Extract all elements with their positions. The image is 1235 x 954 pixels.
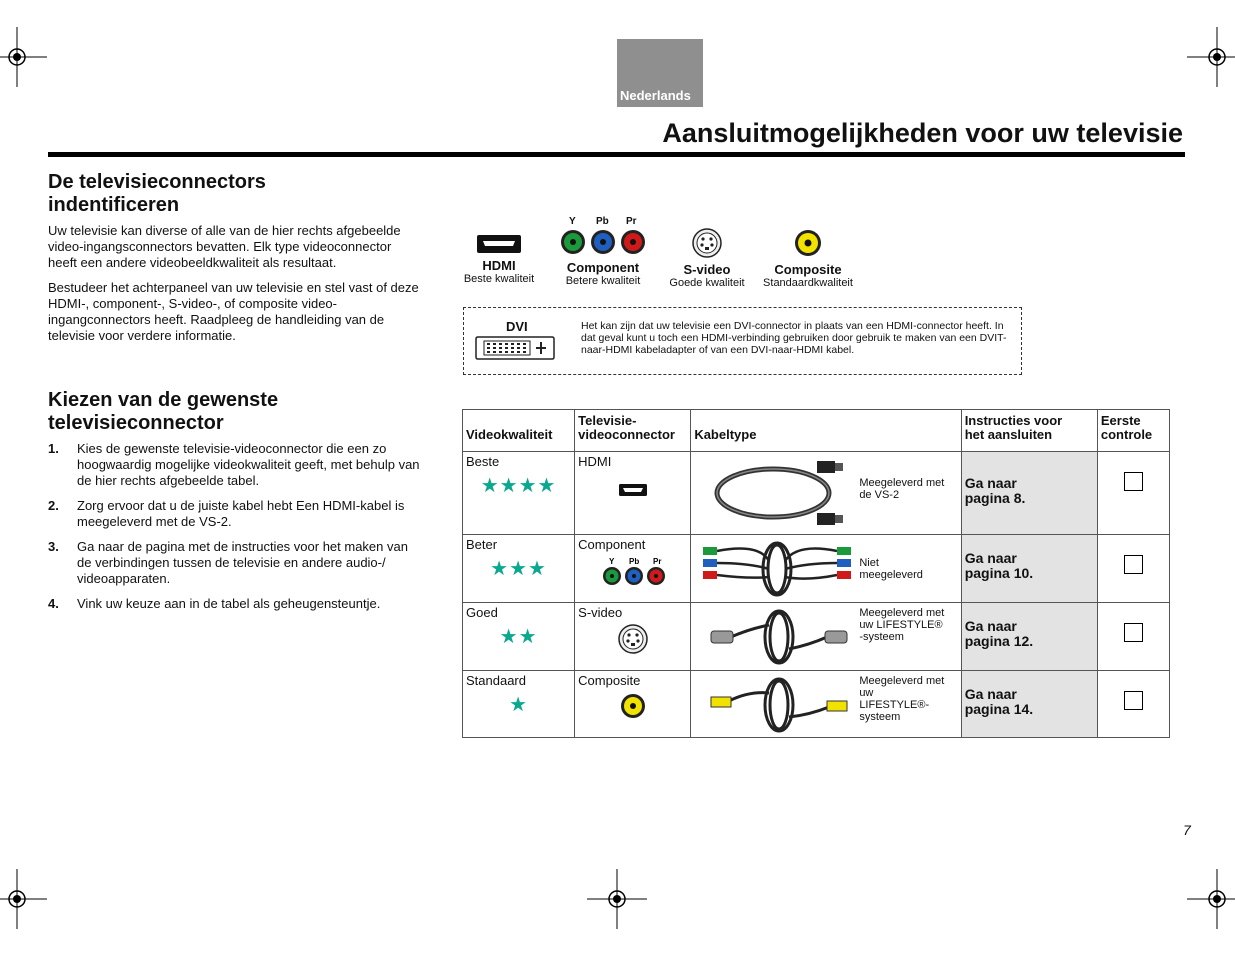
connector-quality: Beste kwaliteit [463,273,535,285]
connector-label: Composite [578,673,641,688]
composite-jack-icon [793,228,823,258]
hdmi-cable-icon [713,457,853,529]
cell-cable [691,603,961,671]
checkbox-svideo[interactable] [1124,623,1143,642]
instructions-line2: pagina 10. [964,565,1034,581]
cable-note: Meegeleverd met uw LIFESTYLE®- systeem [859,675,945,723]
instructions-line1: Ga naar [964,618,1017,634]
cable-note: Meegeleverd met uw LIFESTYLE® -systeem [859,607,945,643]
header-check [1097,410,1169,452]
table-row [463,452,1170,535]
cell-connector [575,452,691,535]
connector-label: HDMI [578,454,612,469]
cell-check [1097,535,1169,603]
component-jacks-icon [558,228,648,256]
section-choose [48,389,423,621]
cable-note: Meegeleverd met de VS-2 [859,477,945,501]
instructions-text [962,535,1097,581]
header-quality: Videokwaliteit [463,410,575,452]
cell-quality [463,452,575,535]
component-cable-icon [699,541,855,597]
header-connector-line2: videoconnector [578,427,675,442]
instructions-line2: pagina 14. [964,701,1034,717]
checkbox-composite[interactable] [1124,691,1143,710]
instructions-text [962,452,1097,506]
connector-label: S-video [578,605,623,620]
instructions-text [962,603,1097,649]
quality-stars: ★★★ [490,558,547,580]
step-number: 3. [48,539,59,554]
cell-cable [691,452,961,535]
connector-label: Component [578,537,646,552]
instructions-line1: Ga naar [964,686,1017,702]
section-identify-para1: Uw televisie kan diverse of alle van de hier rechts afgebeelde video-ingangsconnectors bevatten. Elk type videoconnector heeft een andere videobeeldkwaliteit als resultaat. [48,223,401,270]
step-item [48,539,423,587]
cell-quality [463,535,575,603]
cell-connector [575,671,691,738]
cell-connector [575,603,691,671]
step-text: Kies de gewenste televisie-videoconnector die een zo hoogwaardig mogelijke videokwaliteit geeft, met behulp van de hier rechts afgebeelde tabel. [77,441,420,488]
svg-text:Pb: Pb [628,557,639,566]
header-instructions-line1: Instructies voor [964,413,1063,428]
svideo-port-icon [692,228,722,258]
dvi-info-box [463,307,1022,375]
cell-instructions [961,671,1097,738]
registration-mark-bottom-right [1187,869,1235,929]
connector-quality: Goede kwaliteit [669,277,745,289]
svg-text:Y: Y [608,557,615,566]
title-rule [48,152,1185,157]
cell-quality [463,603,575,671]
step-number: 1. [48,441,59,456]
quality-label: Beter [466,537,498,552]
step-number: 2. [48,498,59,513]
component-pr-label: Pr [626,216,637,227]
step-text: Zorg ervoor dat u de juiste kabel hebt Een HDMI-kabel is meegeleverd met de VS-2. [77,498,405,529]
component-y-label: Y [569,216,576,227]
instructions-text [962,671,1097,717]
connector-name: HDMI [482,258,516,273]
cell-quality [463,671,575,738]
section-choose-heading: Kiezen van de gewenste televisieconnector [48,389,279,434]
step-item [48,596,423,612]
instructions-line1: Ga naar [964,550,1017,566]
cell-cable [691,671,961,738]
header-cable: Kabeltype [691,410,961,452]
page-title: Aansluitmogelijkheden voor uw televisie [662,118,1183,148]
svg-text:Pr: Pr [652,557,662,566]
quality-stars: ★ [509,694,529,716]
component-jacks-icon [600,556,666,586]
quality-label: Beste [466,454,500,469]
quality-label: Standaard [466,673,526,688]
connector-svideo [662,228,752,290]
steps-list [48,441,423,612]
header-connector-line1: Televisie- [578,413,637,428]
section-identify-para2: Bestudeer het achterpaneel van uw televisie en stel vast of deze HDMI-, component-, S-video-, of composite video-ingangconnectors heeft. Raadpleeg de handleiding van de televisie voor verdere informatie. [48,280,419,343]
connector-composite [757,228,859,290]
header-check-line2: controle [1100,427,1153,442]
dvi-label: DVI [506,319,528,334]
composite-cable-icon [709,677,849,733]
language-tab [617,39,703,107]
instructions-line2: pagina 8. [964,490,1026,506]
table-row [463,535,1170,603]
connector-component [553,216,653,288]
connector-quality: Betere kwaliteit [565,275,641,287]
svideo-port-icon [618,624,648,654]
section-identify-heading: De televisieconnectors indentificeren [48,171,266,216]
quality-stars: ★★ [499,626,538,648]
cell-check [1097,452,1169,535]
component-letters [553,216,653,228]
header-connector [575,410,691,452]
cable-note: Niet meegeleverd [859,557,923,581]
instructions-line1: Ga naar [964,475,1017,491]
table-row [463,603,1170,671]
header-instructions [961,410,1097,452]
connector-table [462,409,1170,738]
cell-cable [691,535,961,603]
svideo-cable-icon [709,609,849,665]
registration-mark-top-left [0,27,47,87]
connector-name: S-video [683,262,731,277]
header-check-line1: Eerste [1100,413,1141,428]
step-text: Vink uw keuze aan in de tabel als geheugensteuntje. [77,596,381,611]
component-pb-label: Pb [596,216,609,227]
header-instructions-line2: het aansluiten [964,427,1053,442]
table-header-row [463,410,1170,452]
connector-hdmi [455,234,543,286]
cell-instructions [961,452,1097,535]
step-number: 4. [48,596,59,611]
hdmi-port-icon [618,483,648,497]
registration-mark-bottom-left [0,869,47,929]
dvi-note: Het kan zijn dat uw televisie een DVI-connector in plaats van een HDMI-connector heeft. In dat geval kunt u toch een HDMI-verbinding gebruiken door gebruik te maken van een DVIT-naar-HDMI kabeladapter of van een DVI-naar-HDMI kabel. [581,320,1007,356]
composite-jack-icon [619,692,647,720]
connector-name: Composite [774,262,842,277]
section-identify [48,171,423,353]
quality-label: Goed [466,605,498,620]
registration-mark-bottom-center [587,869,647,929]
step-item [48,498,423,530]
language-tab-label: Nederlands [620,88,691,103]
dvi-port-icon [474,335,556,361]
cell-connector [575,535,691,603]
hdmi-port-icon [476,234,522,254]
step-text: Ga naar de pagina met de instructies voor het maken van de verbindingen tussen de televisie en andere audio-/ videoapparaten. [77,539,408,586]
cell-check [1097,603,1169,671]
instructions-line2: pagina 12. [964,633,1034,649]
quality-stars: ★★★★ [480,475,557,497]
cell-instructions [961,535,1097,603]
cell-instructions [961,603,1097,671]
connector-quality: Standaardkwaliteit [763,277,853,289]
page-number: 7 [1183,822,1191,838]
registration-mark-top-right [1187,27,1235,87]
connector-name: Component [566,260,640,275]
cell-check [1097,671,1169,738]
table-row [463,671,1170,738]
checkbox-component[interactable] [1124,555,1143,574]
checkbox-hdmi[interactable] [1124,472,1143,491]
step-item [48,441,423,489]
